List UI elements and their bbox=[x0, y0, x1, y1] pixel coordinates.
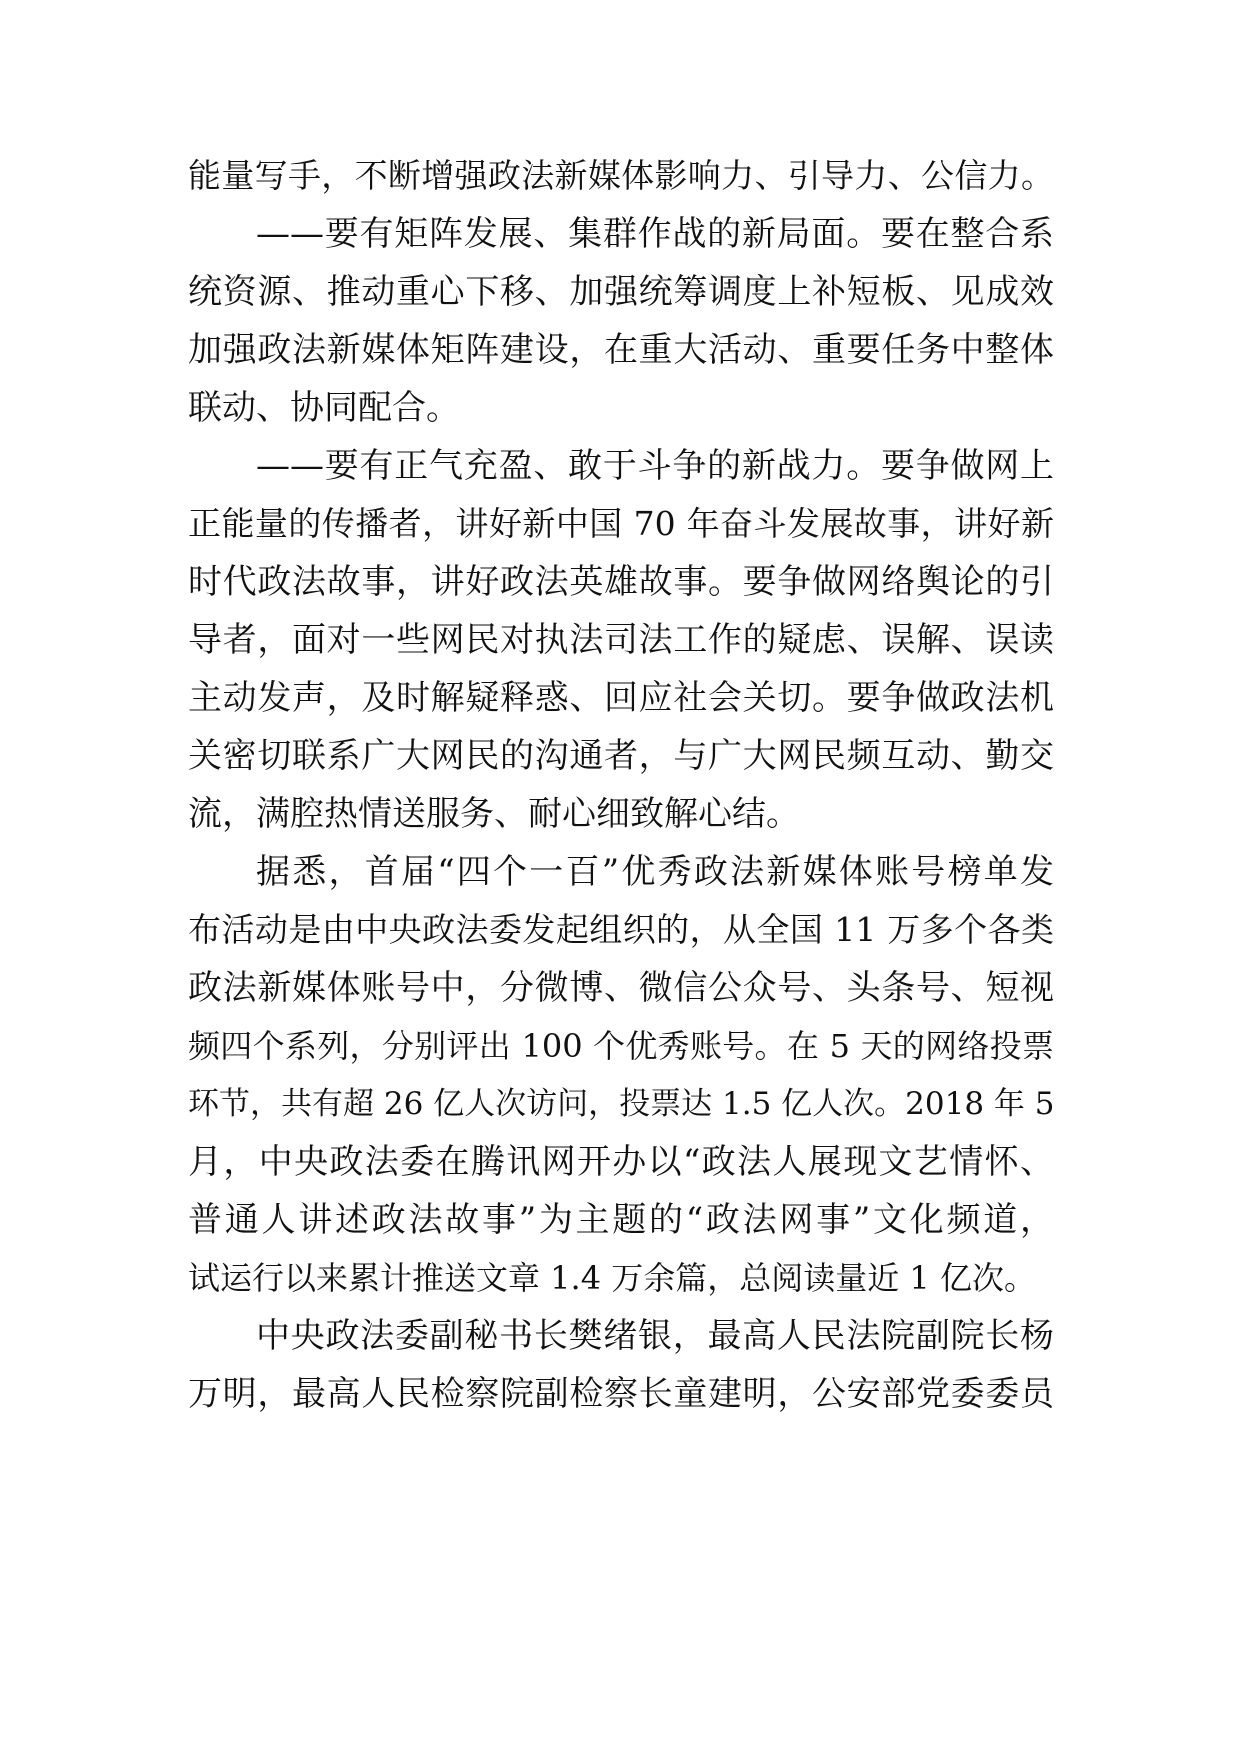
text-line: 导者，面对一些网民对执法司法工作的疑虑、误解、误读 bbox=[188, 620, 1054, 660]
paragraph-first-line: 据悉，首届“四个一百”优秀政法新媒体账号榜单发 bbox=[256, 852, 1054, 892]
text-line: 关密切联系广大网民的沟通者，与广大网民频互动、勤交 bbox=[188, 736, 1054, 776]
paragraph-first-line: 中央政法委副秘书长樊绪银，最高人民法院副院长杨 bbox=[256, 1316, 1054, 1356]
text-line: 万明，最高人民检察院副检察长童建明，公安部党委委员 bbox=[188, 1374, 1054, 1414]
text-line: 普通人讲述政法故事”为主题的“政法网事”文化频道， bbox=[188, 1200, 1054, 1240]
paragraph-first-line: ——要有矩阵发展、集群作战的新局面。要在整合系 bbox=[256, 214, 1054, 254]
text-line: 布活动是由中央政法委发起组织的，从全国 11 万多个各类 bbox=[188, 910, 1054, 949]
text-line: 时代政法故事，讲好政法英雄故事。要争做网络舆论的引 bbox=[188, 562, 1054, 602]
text-line: 月，中央政法委在腾讯网开办以“政法人展现文艺情怀、 bbox=[188, 1142, 1054, 1182]
text-line: 流，满腔热情送服务、耐心细致解心结。 bbox=[188, 794, 800, 834]
text-line: 统资源、推动重心下移、加强统筹调度上补短板、见成效 bbox=[188, 272, 1054, 312]
text-line: 能量写手，不断增强政法新媒体影响力、引导力、公信力。 bbox=[188, 156, 1054, 195]
text-line: 正能量的传播者，讲好新中国 70 年奋斗发展故事，讲好新 bbox=[188, 504, 1054, 543]
paragraph-first-line: ——要有正气充盈、敢于斗争的新战力。要争做网上 bbox=[256, 446, 1054, 486]
text-line: 试运行以来累计推送文章 1.4 万余篇，总阅读量近 1 亿次。 bbox=[188, 1259, 1036, 1297]
text-line: 主动发声，及时解疑释惑、回应社会关切。要争做政法机 bbox=[188, 678, 1054, 718]
text-line: 联动、协同配合。 bbox=[188, 388, 460, 428]
text-line: 政法新媒体账号中，分微博、微信公众号、头条号、短视 bbox=[188, 968, 1054, 1008]
text-line: 加强政法新媒体矩阵建设，在重大活动、重要任务中整体 bbox=[188, 330, 1054, 370]
text-line: 环节，共有超 26 亿人次访问，投票达 1.5 亿人次。2018 年 5 bbox=[188, 1086, 1054, 1122]
text-line: 频四个系列，分别评出 100 个优秀账号。在 5 天的网络投票 bbox=[188, 1027, 1054, 1065]
